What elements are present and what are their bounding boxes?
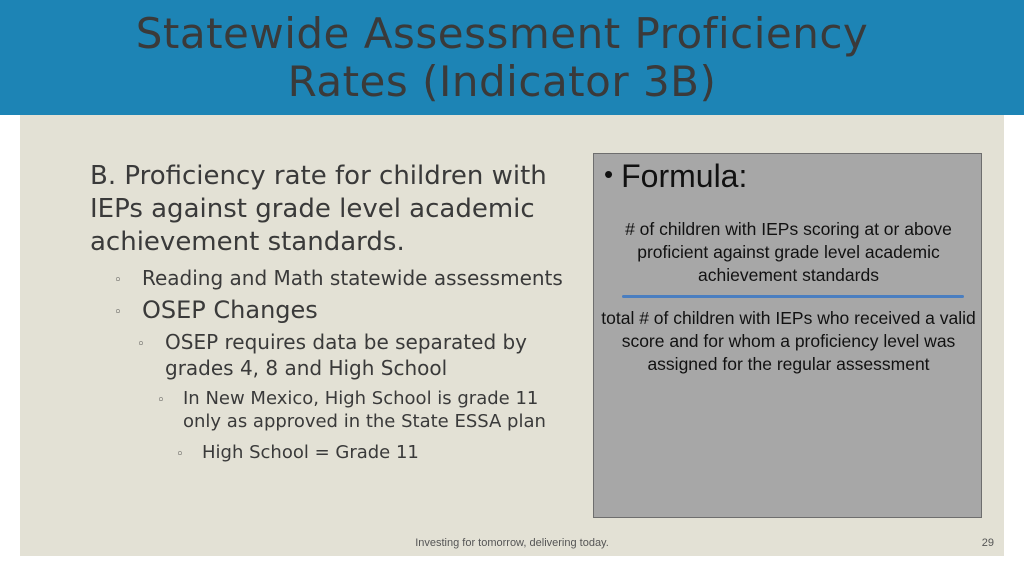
bullet-text: High School = Grade 11 (202, 442, 419, 463)
bullet-text: OSEP Changes (142, 296, 318, 324)
bullet-reading-math (114, 265, 570, 291)
body-text (90, 160, 570, 464)
bullet-mark: ◦ (137, 337, 145, 352)
bullet-osep-changes (114, 295, 570, 325)
page-number: 29 (981, 537, 994, 549)
bullet-mark: ◦ (157, 393, 165, 408)
slide-title (0, 10, 1004, 106)
fraction-divider (622, 295, 964, 298)
slide-title-line-1: Statewide Assessment Proficiency (135, 9, 869, 58)
bullet-mark: ◦ (176, 447, 184, 462)
bullet-text: In New Mexico, High School is grade 11 only as approved in the State ESSA plan (183, 388, 546, 432)
main-paragraph: B. Proficiency rate for children with IEPs against grade level academic achievement standards. (90, 161, 547, 257)
footer-tagline: Investing for tomorrow, delivering today. (415, 537, 609, 549)
bullet-mark: ◦ (114, 273, 122, 288)
slide-title-line-2: Rates (Indicator 3B) (287, 57, 717, 106)
bullet-text: OSEP requires data be separated by grades 4, 8 and High School (165, 330, 528, 380)
bullet-dot: • (604, 159, 614, 189)
formula-heading (604, 158, 747, 195)
bullet-text: Reading and Math statewide assessments (142, 266, 563, 290)
formula-heading-text: Formula: (621, 158, 748, 194)
bullet-high-school (176, 441, 570, 464)
formula-denominator: total # of children with IEPs who received a valid score and for whom a proficiency level was assigned for the regular assessment (601, 308, 976, 374)
bullet-osep-requires (137, 329, 570, 381)
bullet-new-mexico (157, 387, 570, 433)
formula-box (593, 153, 982, 518)
bullet-mark: ◦ (114, 305, 122, 320)
formula-numerator: # of children with IEPs scoring at or above proficient against grade level academic achievement standards (625, 219, 952, 285)
